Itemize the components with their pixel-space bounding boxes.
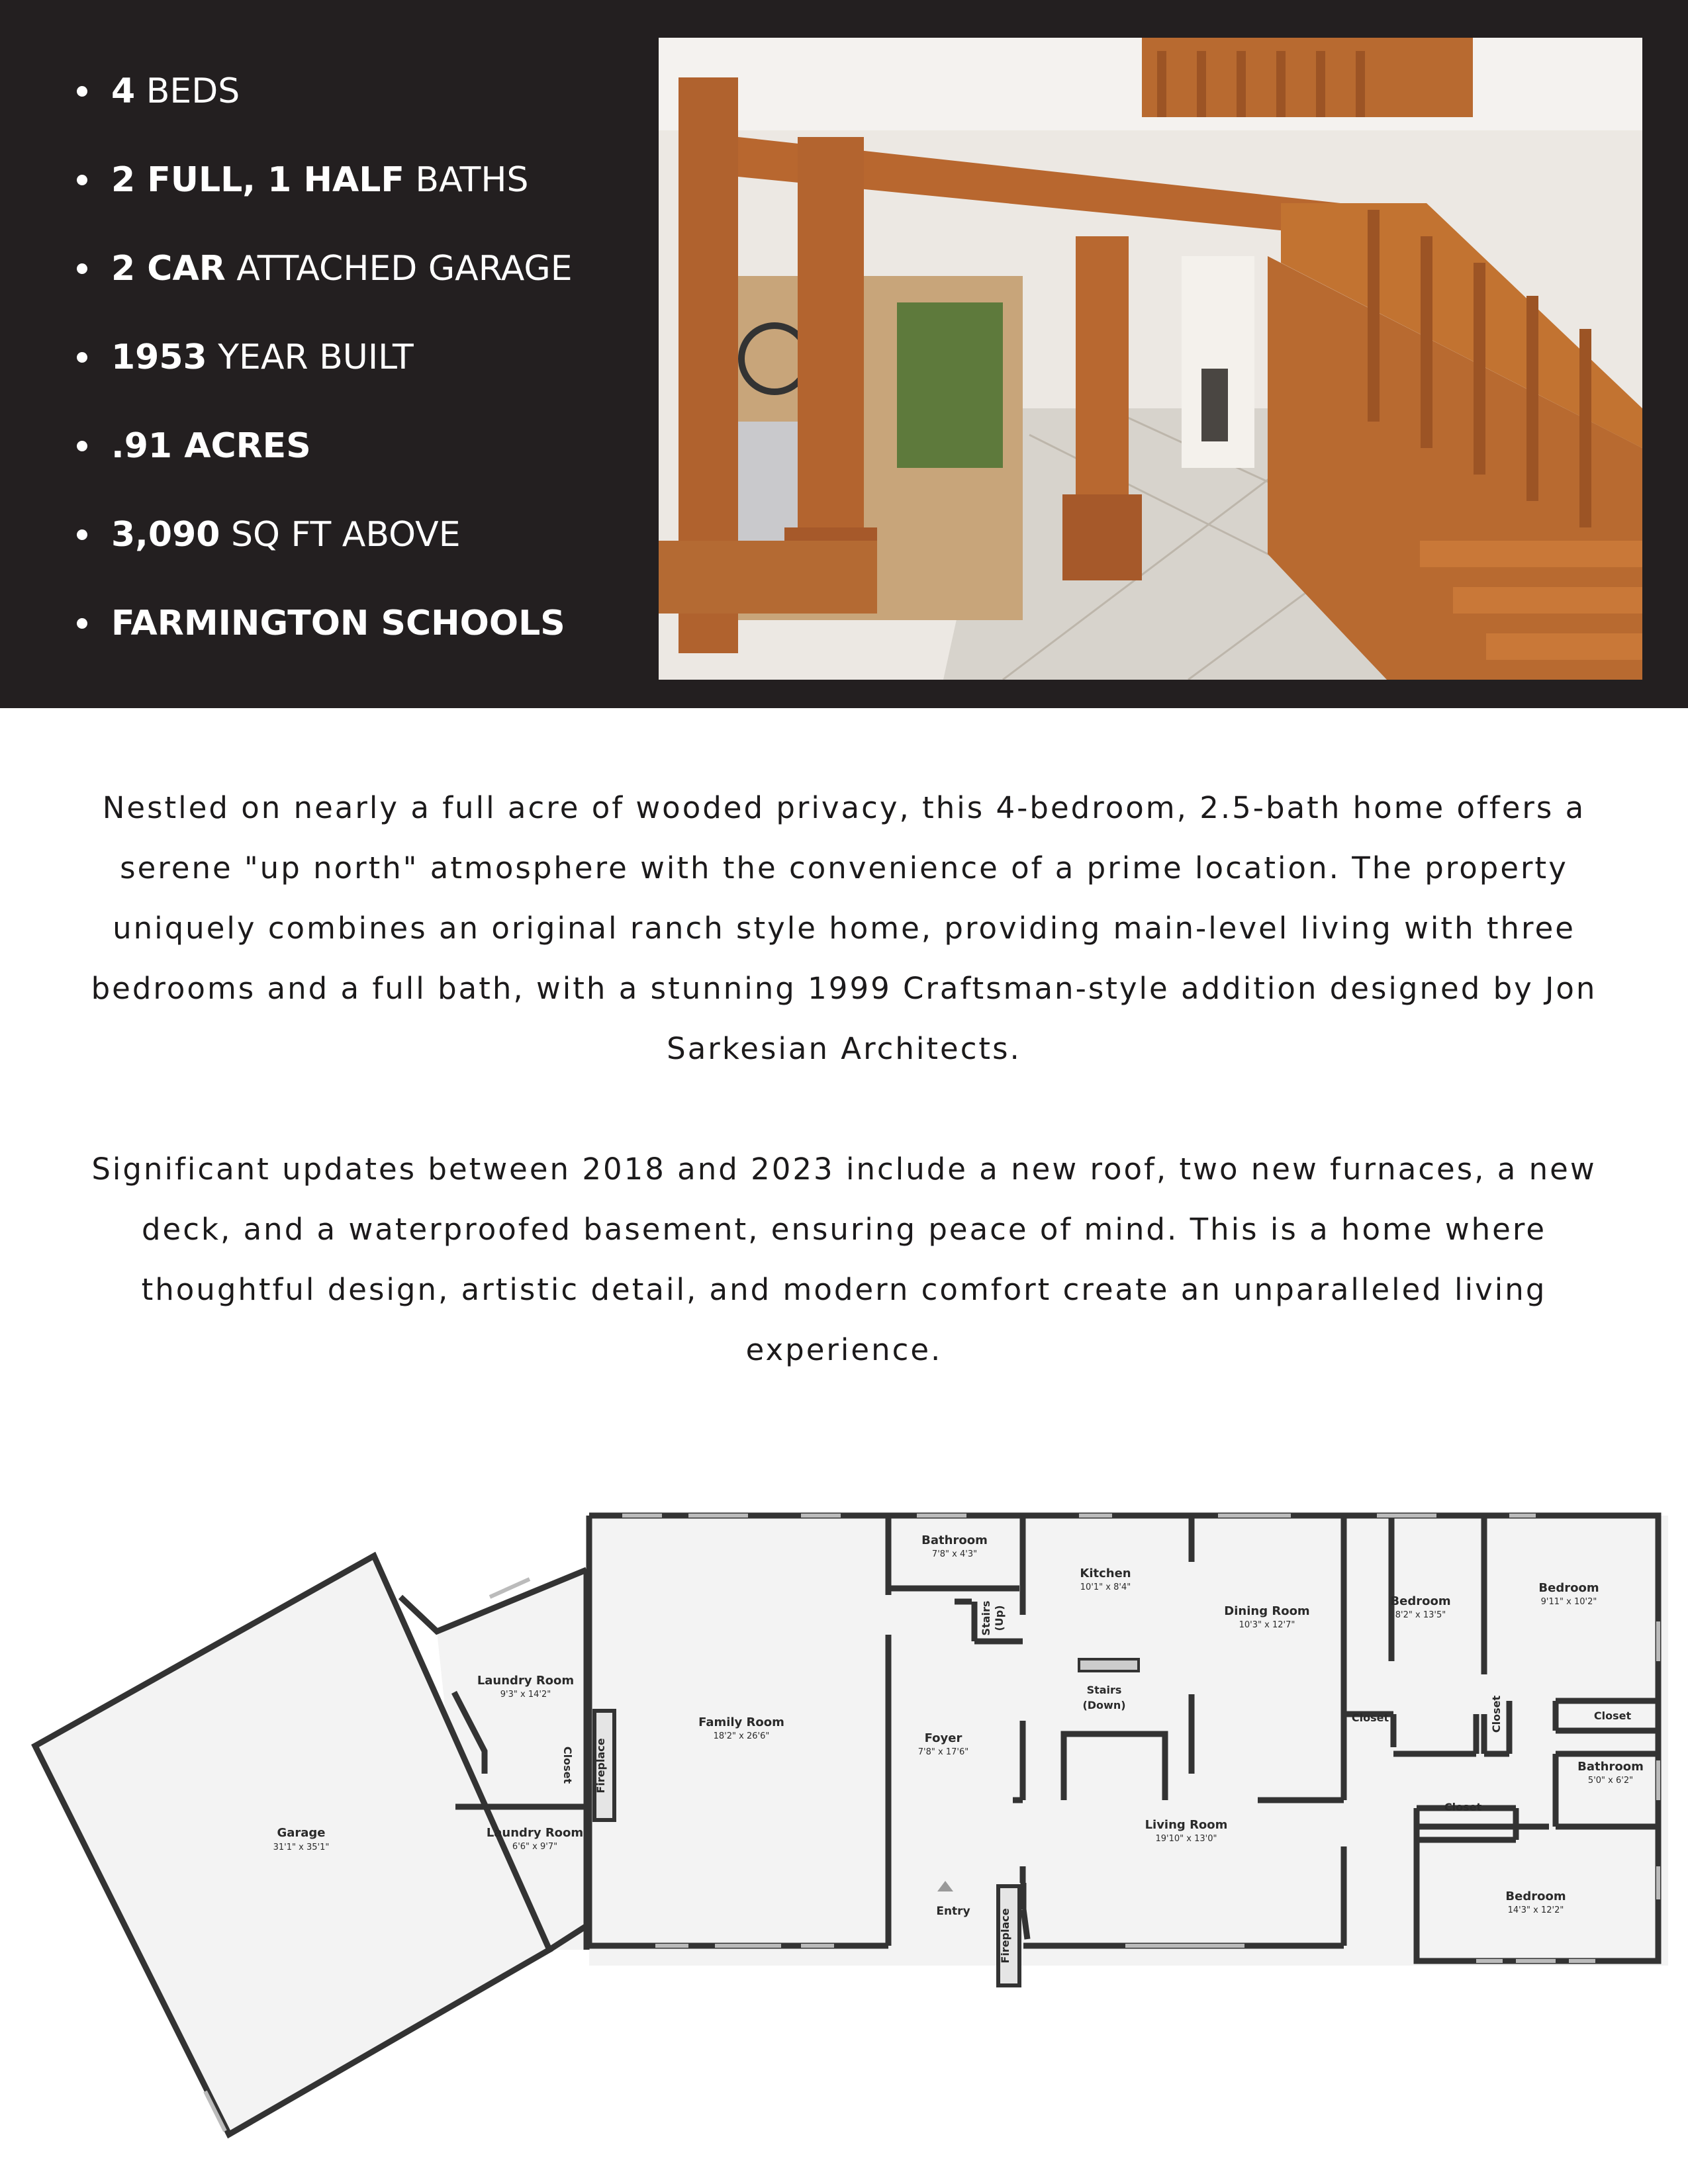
feature-label: BEDS (135, 71, 240, 111)
feature-value: 2 FULL, 1 HALF (111, 160, 404, 200)
feature-square-feet (71, 510, 654, 598)
description-paragraph-1: Nestled on nearly a full acre of wooded privacy, this 4-bedroom, 2.5-bath home offers a serene "up north" atmosphere with the convenience of a prime location. The property uniquely combines an original ranch style home, providing main-level living with three bedrooms and a full bath, with a stunning 1999 Craftsman-style addition designed by Jon Sarkesian Architects. (91, 790, 1597, 1066)
stairs-down-label: Stairs (1086, 1684, 1122, 1696)
foyer-staircase-photo (659, 38, 1642, 680)
fireplace-family-label: Fireplace (594, 1738, 607, 1794)
dining-room-label: Dining Room (1224, 1604, 1310, 1618)
bullet-icon (77, 263, 87, 274)
closet-bedroom-2-label: Closet (1490, 1695, 1503, 1733)
closet-top-right-label: Closet (1593, 1709, 1632, 1722)
feature-beds (71, 66, 654, 155)
family-room-label: Family Room (698, 1715, 784, 1729)
floor-plan (26, 1496, 1668, 2144)
kitchen-dims: 10'1" x 8'4" (1080, 1582, 1131, 1592)
living-room-label: Living Room (1145, 1818, 1228, 1832)
living-room-dims: 19'10" x 13'0" (1155, 1834, 1217, 1844)
feature-label: ATTACHED GARAGE (225, 249, 573, 289)
stairs-up-label: Stairs (980, 1600, 992, 1636)
feature-list (71, 66, 654, 687)
feature-schools (71, 598, 654, 687)
feature-label: SQ FT ABOVE (220, 515, 461, 555)
bullet-icon (77, 352, 87, 363)
kitchen-label: Kitchen (1080, 1567, 1131, 1580)
foyer-label: Foyer (924, 1731, 962, 1745)
bedroom-3-label: Bedroom (1505, 1889, 1566, 1903)
feature-value: 2 CAR (111, 249, 226, 289)
feature-label: YEAR BUILT (207, 338, 414, 377)
closet-bedroom-1-label: Closet (1351, 1711, 1389, 1724)
laundry-room-lower-dims: 6'6" x 9'7" (512, 1842, 558, 1852)
feature-value: 3,090 (111, 515, 220, 555)
foyer-dims: 7'8" x 17'6" (917, 1747, 969, 1757)
closet-bedroom-3-label: Closet (1444, 1801, 1482, 1813)
feature-value: .91 ACRES (111, 426, 311, 466)
stairs-down-direction-label: (Down) (1082, 1699, 1126, 1711)
garage-dims: 31'1" x 35'1" (273, 1843, 330, 1852)
bathroom-right-dims: 5'0" x 6'2" (1587, 1776, 1634, 1786)
feature-garage (71, 244, 654, 332)
property-description (60, 778, 1628, 1380)
description-paragraph-2: Significant updates between 2018 and 2023 include a new roof, two new furnaces, a new deck, and a waterproofed basement, ensuring peace of mind. This is a home where thoughtful design, artistic detail, and modern comfort create an unparalleled living experience. (91, 1152, 1597, 1367)
bathroom-right-label: Bathroom (1577, 1760, 1644, 1774)
feature-baths (71, 155, 654, 244)
feature-value: FARMINGTON SCHOOLS (111, 604, 565, 643)
bedroom-1-dims: 8'2" x 13'5" (1395, 1610, 1446, 1620)
feature-value: 1953 (111, 338, 207, 377)
bullet-icon (77, 618, 87, 629)
entry-label: Entry (936, 1905, 970, 1918)
laundry-room-lower-label: Laundry Room (486, 1826, 584, 1840)
family-room-dims: 18'2" x 26'6" (713, 1731, 770, 1741)
bullet-icon (77, 529, 87, 540)
stairs-up-direction-label: (Up) (993, 1605, 1006, 1631)
fireplace-living-label: Fireplace (999, 1908, 1011, 1964)
bedroom-2-label: Bedroom (1538, 1581, 1599, 1595)
bullet-icon (77, 441, 87, 451)
laundry-room-upper-dims: 9'3" x 14'2" (500, 1690, 551, 1700)
bedroom-1-label: Bedroom (1390, 1594, 1451, 1608)
bathroom-top-label: Bathroom (921, 1533, 988, 1547)
feature-year-built (71, 332, 654, 421)
bullet-icon (77, 86, 87, 97)
bedroom-3-dims: 14'3" x 12'2" (1507, 1905, 1564, 1915)
bathroom-top-dims: 7'8" x 4'3" (931, 1549, 978, 1559)
laundry-room-upper-label: Laundry Room (477, 1674, 575, 1688)
garage-label: Garage (277, 1826, 326, 1840)
foyer-photo-illustration (659, 38, 1642, 680)
bedroom-2-dims: 9'11" x 10'2" (1540, 1597, 1597, 1607)
dining-room-dims: 10'3" x 12'7" (1239, 1620, 1295, 1630)
feature-value: 4 (111, 71, 136, 111)
feature-label: BATHS (404, 160, 529, 200)
closet-laundry-label: Closet (561, 1746, 574, 1784)
bullet-icon (77, 175, 87, 185)
feature-acres (71, 421, 654, 510)
